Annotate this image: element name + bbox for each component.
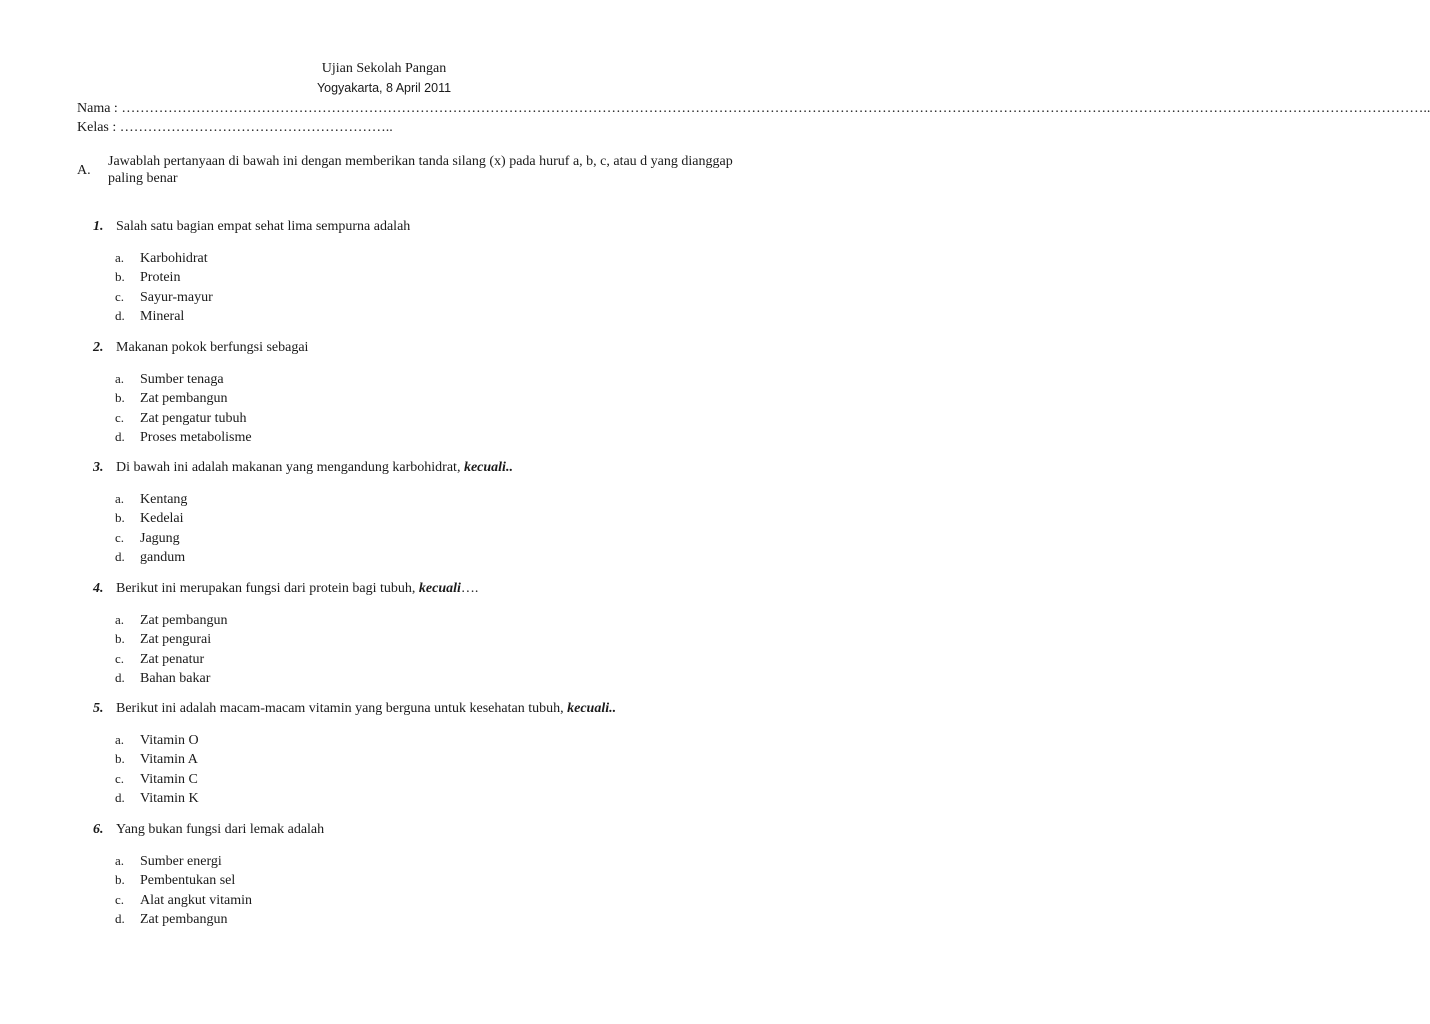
class-field: Kelas : ………………………………………………….. bbox=[77, 120, 393, 135]
option-text: Protein bbox=[140, 270, 181, 286]
question-stem: Di bawah ini adalah makanan yang mengandung karbohidrat, bbox=[116, 460, 464, 475]
option-text: Alat angkut vitamin bbox=[140, 892, 252, 908]
question-number: 4. bbox=[93, 581, 104, 596]
question-emphasis: kecuali.. bbox=[463, 460, 513, 475]
answer-option-d[interactable] bbox=[115, 909, 252, 928]
option-letter: a. bbox=[115, 732, 125, 747]
answer-option-c[interactable] bbox=[115, 769, 199, 788]
section-instruction: Jawablah pertanyaan di bawah ini dengan memberikan tanda silang (x) pada huruf a, b, c, atau d yang dianggap paling benar bbox=[108, 154, 733, 186]
answer-option-c[interactable] bbox=[115, 287, 213, 306]
answer-option-a[interactable] bbox=[115, 610, 227, 629]
answer-options bbox=[115, 851, 252, 928]
answer-option-c[interactable] bbox=[115, 408, 252, 427]
answer-option-b[interactable] bbox=[115, 870, 252, 889]
question-text bbox=[116, 700, 616, 718]
option-letter: b. bbox=[115, 269, 125, 285]
answer-options bbox=[115, 369, 252, 446]
answer-option-d[interactable] bbox=[115, 427, 252, 446]
option-letter: d. bbox=[115, 307, 125, 323]
question-text bbox=[116, 459, 513, 477]
question-stem: Berikut ini adalah macam-macam vitamin yang berguna untuk kesehatan tubuh, bbox=[116, 701, 568, 716]
question-text bbox=[116, 821, 324, 839]
option-text: Vitamin O bbox=[140, 733, 199, 748]
option-text: Pembentukan sel bbox=[140, 873, 236, 889]
option-letter: a. bbox=[115, 371, 125, 386]
option-letter: b. bbox=[115, 510, 125, 526]
option-text: Mineral bbox=[140, 308, 185, 324]
question-number: 5. bbox=[93, 701, 104, 716]
option-letter: d. bbox=[115, 789, 125, 805]
option-letter: c. bbox=[115, 409, 125, 425]
answer-options bbox=[115, 610, 227, 687]
section-letter: A. bbox=[77, 163, 91, 178]
option-text: Jagung bbox=[140, 530, 180, 546]
answer-options bbox=[115, 248, 213, 325]
option-letter: c. bbox=[115, 529, 125, 545]
name-field: Nama : ……………………………………………………………………………………………………………………………………………………………………………………………………………………………………………………….. bbox=[77, 101, 1430, 116]
answer-option-c[interactable] bbox=[115, 890, 252, 909]
option-letter: d. bbox=[115, 910, 125, 926]
option-text: Zat pengurai bbox=[140, 632, 212, 648]
answer-option-b[interactable] bbox=[115, 749, 199, 768]
answer-option-b[interactable] bbox=[115, 629, 227, 648]
date-line: Yogyakarta, 8 April 2011 bbox=[316, 81, 452, 95]
answer-option-a[interactable] bbox=[115, 489, 187, 508]
answer-option-d[interactable] bbox=[115, 788, 199, 807]
option-text: Sumber energi bbox=[140, 854, 222, 869]
option-text: Kentang bbox=[140, 492, 188, 507]
option-letter: a. bbox=[115, 491, 125, 506]
answer-option-d[interactable] bbox=[115, 306, 213, 325]
answer-option-a[interactable] bbox=[115, 369, 252, 388]
option-text: Sumber tenaga bbox=[140, 372, 224, 387]
answer-option-a[interactable] bbox=[115, 248, 213, 267]
option-text: Zat pembangun bbox=[140, 911, 228, 927]
question-text bbox=[116, 218, 410, 236]
question-stem: Salah satu bagian empat sehat lima sempurna adalah bbox=[116, 219, 411, 234]
option-text: Vitamin K bbox=[140, 790, 199, 806]
option-letter: d. bbox=[115, 669, 125, 685]
question-stem: Berikut ini merupakan fungsi dari protein bagi tubuh, bbox=[116, 581, 419, 596]
option-letter: a. bbox=[115, 612, 125, 627]
answer-option-d[interactable] bbox=[115, 547, 187, 566]
question-number: 6. bbox=[93, 822, 104, 837]
option-text: Vitamin C bbox=[140, 771, 198, 787]
option-text: Bahan bakar bbox=[140, 670, 211, 686]
answer-option-b[interactable] bbox=[115, 388, 252, 407]
page-title: Ujian Sekolah Pangan bbox=[321, 61, 447, 76]
option-text: Kedelai bbox=[140, 511, 184, 527]
question-emphasis: kecuali bbox=[418, 581, 461, 596]
answer-option-b[interactable] bbox=[115, 508, 187, 527]
answer-option-b[interactable] bbox=[115, 267, 213, 286]
option-letter: b. bbox=[115, 751, 125, 767]
option-letter: a. bbox=[115, 250, 125, 265]
answer-options bbox=[115, 489, 187, 566]
answer-option-c[interactable] bbox=[115, 528, 187, 547]
option-letter: b. bbox=[115, 390, 125, 406]
option-letter: b. bbox=[115, 631, 125, 647]
option-text: Vitamin A bbox=[140, 752, 198, 768]
question-number: 2. bbox=[93, 340, 104, 355]
option-letter: c. bbox=[115, 891, 125, 907]
option-text: Zat penatur bbox=[140, 651, 205, 667]
option-text: Proses metabolisme bbox=[140, 429, 252, 445]
question-text bbox=[116, 339, 308, 357]
answer-option-c[interactable] bbox=[115, 649, 227, 668]
option-text: Zat pembangun bbox=[140, 613, 228, 628]
answer-option-a[interactable] bbox=[115, 730, 199, 749]
question-stem: Makanan pokok berfungsi sebagai bbox=[116, 340, 309, 355]
question-number: 1. bbox=[93, 219, 104, 234]
question-emphasis: kecuali.. bbox=[567, 701, 617, 716]
option-letter: c. bbox=[115, 770, 125, 786]
answer-option-a[interactable] bbox=[115, 851, 252, 870]
option-letter: b. bbox=[115, 872, 125, 888]
option-letter: c. bbox=[115, 288, 125, 304]
option-text: gandum bbox=[140, 549, 186, 565]
option-letter: c. bbox=[115, 650, 125, 666]
option-text: Karbohidrat bbox=[140, 251, 208, 266]
option-text: Zat pengatur tubuh bbox=[140, 410, 247, 426]
question-number: 3. bbox=[93, 460, 104, 475]
option-text: Sayur-mayur bbox=[140, 289, 213, 305]
answer-option-d[interactable] bbox=[115, 668, 227, 687]
question-suffix: …. bbox=[460, 581, 479, 596]
option-letter: a. bbox=[115, 853, 125, 868]
question-stem: Yang bukan fungsi dari lemak adalah bbox=[116, 822, 325, 837]
option-text: Zat pembangun bbox=[140, 391, 228, 407]
option-letter: d. bbox=[115, 428, 125, 444]
option-letter: d. bbox=[115, 548, 125, 564]
question-text bbox=[116, 580, 478, 598]
answer-options bbox=[115, 730, 199, 807]
